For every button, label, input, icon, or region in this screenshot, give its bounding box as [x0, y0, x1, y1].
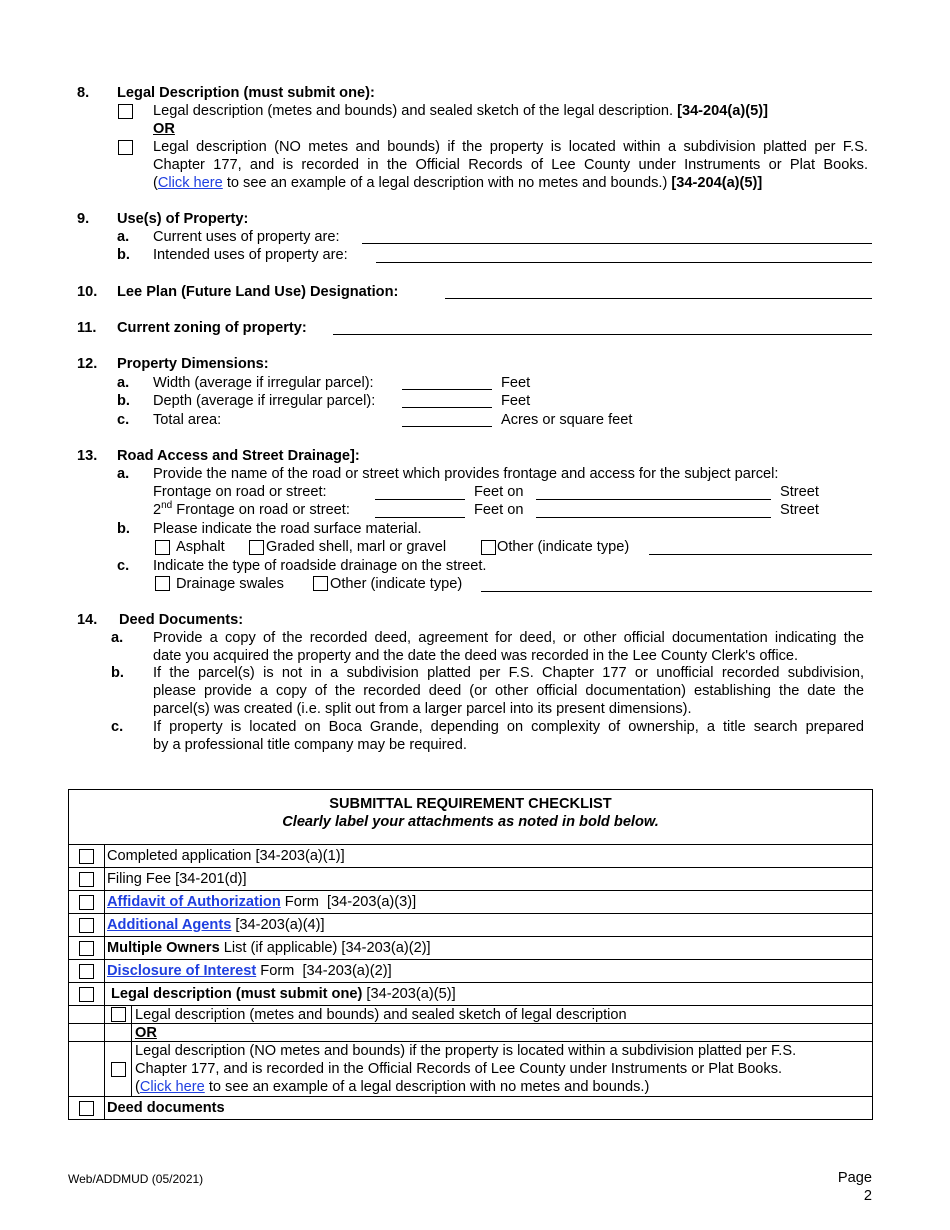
checklist-row — [69, 1097, 872, 1119]
section-12-title: Property Dimensions: — [117, 356, 269, 372]
frontage2-sup: nd — [161, 500, 173, 512]
drainage-other-field[interactable] — [481, 591, 872, 592]
s12-b-letter: b. — [117, 393, 130, 409]
road-surface-instructions: Please indicate the road surface material. — [153, 521, 422, 537]
s14-a-text — [153, 629, 864, 665]
additional-agents-link[interactable]: Additional Agents — [107, 917, 232, 933]
zoning-field[interactable] — [333, 334, 872, 335]
legal-desc-option2-ref: [34-204(a)(5)] — [671, 175, 763, 191]
s12-a-letter: a. — [117, 375, 130, 391]
asphalt-label: Asphalt — [176, 539, 225, 555]
checklist-row — [69, 914, 872, 937]
intended-uses-field[interactable] — [376, 262, 872, 263]
s14-c-line1: If property is located on Boca Grande, depending on complexity of ownership, a title search prepared — [153, 719, 864, 735]
click-here-link[interactable]: Click here — [157, 175, 223, 191]
total-area-field[interactable] — [402, 426, 492, 427]
frontage2-feet-field[interactable] — [375, 517, 465, 518]
checklist-subrow — [69, 1042, 872, 1097]
legal-desc-option1 — [153, 102, 768, 120]
legal-description-checkbox[interactable] — [79, 987, 94, 1002]
width-label: Width (average if irregular parcel): — [153, 375, 374, 391]
depth-unit: Feet — [501, 393, 531, 409]
frontage2-prefix: 2 — [153, 502, 162, 518]
legal-desc-option2-line1: Legal description (NO metes and bounds) if the property is located within a subdivision platted per F.S. — [153, 139, 868, 155]
legal-desc-option2-line3: to see an example of a legal description with no metes and bounds.) — [222, 175, 668, 191]
additional-agents-rest: [34-203(a)(4)] — [231, 917, 325, 933]
submittal-checklist-table — [68, 789, 873, 1120]
deed-documents-label: Deed documents — [107, 1100, 225, 1116]
asphalt-checkbox[interactable] — [155, 540, 170, 555]
frontage1-feet-on: Feet on — [474, 484, 524, 500]
section-8-number: 8. — [77, 85, 90, 101]
legal-metes-bounds-label: Legal description (metes and bounds) and sealed sketch of legal description — [135, 1007, 627, 1023]
multiple-owners-checkbox[interactable] — [79, 941, 94, 956]
legal-desc-option2 — [153, 138, 868, 192]
surface-other-field[interactable] — [649, 554, 872, 555]
frontage2-label — [153, 501, 350, 519]
checklist-row — [69, 868, 872, 891]
affidavit-checkbox[interactable] — [79, 895, 94, 910]
legal-desc-option1-checkbox[interactable] — [118, 104, 133, 119]
checklist-subrow — [69, 1024, 872, 1042]
s14-a-letter: a. — [111, 630, 124, 646]
legal-no-metes-line3: to see an example of a legal description with no metes and bounds.) — [204, 1079, 650, 1095]
section-11-number: 11. — [77, 320, 97, 336]
disclosure-rest: Form [34-203(a)(2)] — [256, 963, 392, 979]
frontage2-feet-on: Feet on — [474, 502, 524, 518]
width-unit: Feet — [501, 375, 531, 391]
s13-c-letter: c. — [117, 558, 130, 574]
or-label: OR — [153, 121, 175, 137]
checklist-or-label: OR — [135, 1025, 157, 1041]
multiple-owners-rest: List (if applicable) [34-203(a)(2)] — [219, 940, 431, 956]
drainage-other-checkbox[interactable] — [313, 576, 328, 591]
checklist-row — [69, 937, 872, 960]
drainage-instructions: Indicate the type of roadside drainage on the street. — [153, 558, 487, 574]
section-14-number: 14. — [77, 612, 98, 628]
paren-open-2: ( — [135, 1079, 140, 1095]
s12-c-letter: c. — [117, 412, 130, 428]
surface-other-label: Other (indicate type) — [497, 539, 630, 555]
legal-desc-option2-line2: Chapter 177, and is recorded in the Official Records of Lee County under Instruments or Plat Books. — [153, 157, 868, 173]
section-10-title: Lee Plan (Future Land Use) Designation: — [117, 284, 399, 300]
depth-field[interactable] — [402, 407, 492, 408]
s14-c-letter: c. — [111, 719, 124, 735]
land-use-field[interactable] — [445, 298, 872, 299]
frontage1-feet-field[interactable] — [375, 499, 465, 500]
section-10-number: 10. — [77, 284, 98, 300]
surface-other-checkbox[interactable] — [481, 540, 496, 555]
frontage2-text: Frontage on road or street: — [172, 502, 350, 518]
s14-b-text — [153, 664, 864, 718]
s9-a-letter: a. — [117, 229, 130, 245]
affidavit-link[interactable]: Affidavit of Authorization — [107, 894, 281, 910]
disclosure-checkbox[interactable] — [79, 964, 94, 979]
s14-a-line1: Provide a copy of the recorded deed, agreement for deed, or other official documentation indicating the — [153, 630, 864, 646]
section-8-title: Legal Description (must submit one): — [117, 85, 375, 101]
s14-a-line2: date you acquired the property and the date the deed was recorded in the Lee County Clerk's office. — [153, 648, 799, 664]
drainage-swales-label: Drainage swales — [176, 576, 284, 592]
affidavit-rest: Form [34-203(a)(3)] — [280, 894, 417, 910]
drainage-other-label: Other (indicate type) — [330, 576, 463, 592]
section-9-title: Use(s) of Property: — [117, 211, 249, 227]
legal-no-metes-text — [132, 1042, 872, 1096]
s14-c-text — [153, 718, 864, 754]
s13-a-letter: a. — [117, 466, 130, 482]
frontage1-street-field[interactable] — [536, 499, 771, 500]
checklist-row — [69, 891, 872, 914]
current-uses-field[interactable] — [362, 243, 872, 244]
completed-application-checkbox[interactable] — [79, 849, 94, 864]
total-area-unit: Acres or square feet — [501, 412, 633, 428]
s14-b-letter: b. — [111, 665, 124, 681]
multiple-owners-bold: Multiple Owners — [107, 940, 220, 956]
s13-b-letter: b. — [117, 521, 130, 537]
legal-no-metes-checkbox[interactable] — [111, 1062, 126, 1077]
s9-b-letter: b. — [117, 247, 130, 263]
intended-uses-label: Intended uses of property are: — [153, 247, 348, 263]
graded-shell-checkbox[interactable] — [249, 540, 264, 555]
legal-no-metes-line2: Chapter 177, and is recorded in the Official Records of Lee County under Instruments or Plat Books. — [135, 1061, 783, 1077]
legal-desc-option1-ref: [34-204(a)(5)] — [677, 103, 768, 119]
graded-shell-label: Graded shell, marl or gravel — [266, 539, 447, 555]
footer-form-id: Web/ADDMUD (05/2021) — [68, 1172, 204, 1186]
paren-open: ( — [153, 175, 158, 191]
s14-b-line2: please provide a copy of the recorded deed (or other official documentation) establishing the date the — [153, 683, 864, 699]
checklist-title: SUBMITTAL REQUIREMENT CHECKLIST — [329, 796, 612, 812]
legal-metes-bounds-checkbox[interactable] — [111, 1007, 126, 1022]
section-9-number: 9. — [77, 211, 90, 227]
depth-label: Depth (average if irregular parcel): — [153, 393, 376, 409]
checklist-header — [69, 790, 872, 845]
drainage-swales-checkbox[interactable] — [155, 576, 170, 591]
checklist-subtitle: Clearly label your attachments as noted in bold below. — [282, 814, 659, 830]
legal-desc-option2-checkbox[interactable] — [118, 140, 133, 155]
section-13-number: 13. — [77, 448, 98, 464]
section-13-title: Road Access and Street Drainage]: — [117, 448, 360, 464]
legal-no-metes-line1: Legal description (NO metes and bounds) if the property is located within a subdivision platted per F.S. — [135, 1043, 797, 1059]
frontage2-street-label: Street — [780, 502, 819, 518]
footer-page-number: Page 2 — [837, 1170, 872, 1204]
s14-c-line2: by a professional title company may be required. — [153, 737, 467, 753]
legal-desc-option1-text: Legal description (metes and bounds) and sealed sketch of the legal description. — [153, 103, 674, 119]
filing-fee-label: Filing Fee [34-201(d)] — [107, 871, 247, 887]
section-12-number: 12. — [77, 356, 98, 372]
checklist-row — [69, 845, 872, 868]
frontage1-label: Frontage on road or street: — [153, 484, 327, 500]
click-here-link-2[interactable]: Click here — [139, 1079, 205, 1095]
frontage2-street-field[interactable] — [536, 517, 771, 518]
road-frontage-instructions: Provide the name of the road or street which provides frontage and access for the subject parcel: — [153, 466, 779, 482]
s14-b-line3: parcel(s) was created (i.e. split out from a larger parcel into its present dimensions). — [153, 701, 692, 717]
filing-fee-checkbox[interactable] — [79, 872, 94, 887]
frontage1-street-label: Street — [780, 484, 819, 500]
total-area-label: Total area: — [153, 412, 222, 428]
section-11-title: Current zoning of property: — [117, 320, 307, 336]
deed-documents-checkbox[interactable] — [79, 1101, 94, 1116]
checklist-row — [69, 960, 872, 983]
completed-application-label: Completed application [34-203(a)(1)] — [107, 848, 345, 864]
legal-description-rest: [34-203(a)(5)] — [362, 986, 456, 1002]
checklist-subrow — [69, 1006, 872, 1024]
disclosure-link[interactable]: Disclosure of Interest — [107, 963, 257, 979]
section-14-title: Deed Documents: — [119, 612, 244, 628]
legal-description-bold: Legal description (must submit one) — [111, 986, 363, 1002]
checklist-row — [69, 983, 872, 1006]
current-uses-label: Current uses of property are: — [153, 229, 340, 245]
width-field[interactable] — [402, 389, 492, 390]
additional-agents-checkbox[interactable] — [79, 918, 94, 933]
s14-b-line1: If the parcel(s) is not in a subdivision platted per F.S. Chapter 177 or unofficial recorded subdivision, — [153, 665, 864, 681]
